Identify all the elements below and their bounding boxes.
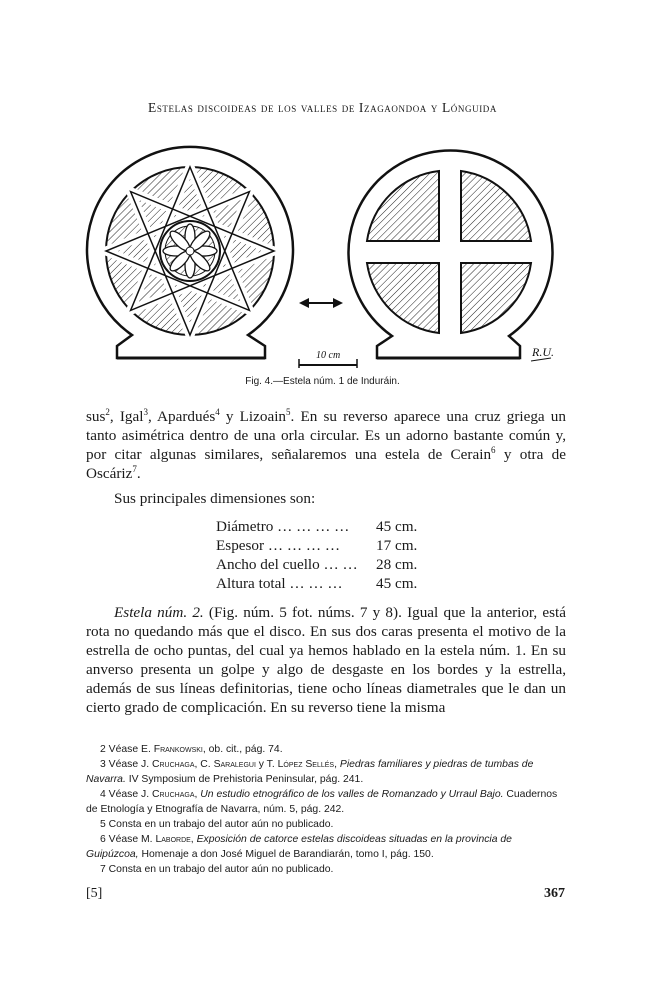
dimension-value: 17 cm. (376, 537, 418, 554)
text-run: . En su reverso aparece una cruz griega un tanto asimétrica dentro de una orla circular. Es un adorno bastante común y, por citar algunas similares, señalaremos una estela de Cerain (86, 408, 566, 463)
text-run: , (334, 759, 340, 770)
dimensions-intro: Sus principales dimensiones son: (114, 490, 316, 507)
footnote-ref: 3 (143, 406, 148, 417)
author: Saralegui (213, 759, 256, 770)
text-run: 2 Véase E. (100, 744, 154, 755)
dimensions-table (216, 517, 430, 593)
stela-drawing (85, 143, 565, 378)
dimension-row (216, 517, 430, 536)
text-run: (Fig. núm. 5 fot. núms. 7 y 8). Igual que la anterior, está rota no quedando más que el disco. En sus dos caras presenta el motivo de la estrella de ocho puntas, del cual ya hemos hablado en la estela núm. 1. En su anverso presenta un golpe y algo de desgaste en los bordes y la estrella, además de sus líneas definitorias, tiene ocho líneas diametrales que le dan un cierto grado de complicación. En su reverso tiene la misma (86, 604, 566, 716)
text-run: Homenaje a don José Miguel de Barandiarán, tomo I, pág. 150. (138, 849, 434, 860)
figure-caption: Fig. 4.—Estela núm. 1 de Induráin. (245, 376, 400, 387)
dimension-label: Espesor … … … … (216, 537, 341, 554)
text-run: , C. (194, 759, 214, 770)
footnote-6 (86, 832, 566, 862)
text-run: y T. (255, 759, 278, 770)
author: Cruchaga (151, 759, 195, 770)
footnote-ref: 7 (132, 463, 137, 474)
text-run: , ob. cit., pág. 74. (202, 744, 283, 755)
footnote-7: 7 Consta en un trabajo del autor aún no publicado. (100, 864, 334, 875)
text-run: . (136, 465, 141, 482)
footnote-2 (86, 742, 566, 757)
text-run: IV Symposium de Prehistoria Peninsular, pág. 241. (125, 774, 364, 785)
work-title: Piedras familiares y piedras de tumbas de Navarra. (86, 759, 534, 785)
footnote-ref: 6 (491, 444, 496, 455)
footnote-4 (86, 787, 566, 817)
work-title: Un estudio etnográfico de los valles de Romanzado y Urraul Bajo. (200, 789, 504, 800)
dimension-label: Diámetro … … … … (216, 518, 350, 535)
footnote-5: 5 Consta en un trabajo del autor aún no publicado. (100, 819, 334, 830)
text-run: , (194, 789, 201, 800)
text-run: y Lizoain (219, 408, 287, 425)
section-number: [5] (86, 886, 103, 901)
text-run: 3 Véase J. (100, 759, 152, 770)
reverse-disc (349, 150, 554, 361)
footnote-ref: 2 (105, 406, 110, 417)
text-run: y otra de Oscáriz (86, 446, 566, 482)
dimension-label: Altura total … … … (216, 575, 343, 592)
stela-heading: Estela núm. 2. (114, 604, 204, 621)
paragraph-2 (86, 489, 566, 508)
running-title: Estelas discoideas de los valles de Izagaondoa y Lónguida (147, 100, 497, 115)
text-run: 4 Véase J. (100, 789, 152, 800)
scale-bar (299, 350, 357, 368)
dimension-value: 45 cm. (376, 518, 418, 535)
paragraph-1 (86, 407, 566, 483)
dimension-value: 45 cm. (376, 575, 418, 592)
obverse-disc (87, 147, 293, 358)
text-run: , Apardués (147, 408, 216, 425)
text-run: Cuadernos de Etnología y Etnografía de Navarra, núm. 5, pág. 242. (86, 789, 558, 815)
dimension-row (216, 555, 430, 574)
dimension-row (216, 536, 430, 555)
dimension-value: 28 cm. (376, 556, 418, 573)
scale-label: 10 cm (316, 350, 341, 361)
author: Laborde (155, 834, 191, 845)
figure-stela (85, 143, 565, 378)
text-run: , (190, 834, 197, 845)
footnote-3 (86, 757, 566, 787)
text-run: 6 Véase M. (100, 834, 156, 845)
footnote-ref: 4 (215, 406, 220, 417)
dimension-label: Ancho del cuello … … (216, 556, 358, 573)
double-arrow-icon (299, 298, 343, 308)
artist-initials: R.U. (532, 345, 554, 359)
dimension-row (216, 574, 430, 593)
text-run: , Igal (109, 408, 144, 425)
author: López Sellés (277, 759, 335, 770)
text-run: sus (86, 408, 106, 425)
footnotes (86, 742, 566, 877)
work-title: Exposición de catorce estelas discoideas situadas en la provincia de Guipúzcoa, (86, 834, 512, 860)
footnote-ref: 5 (286, 406, 291, 417)
author: Cruchaga (151, 789, 195, 800)
paragraph-3 (86, 603, 566, 717)
author: Frankowski (153, 744, 203, 755)
page-number: 367 (544, 886, 565, 901)
